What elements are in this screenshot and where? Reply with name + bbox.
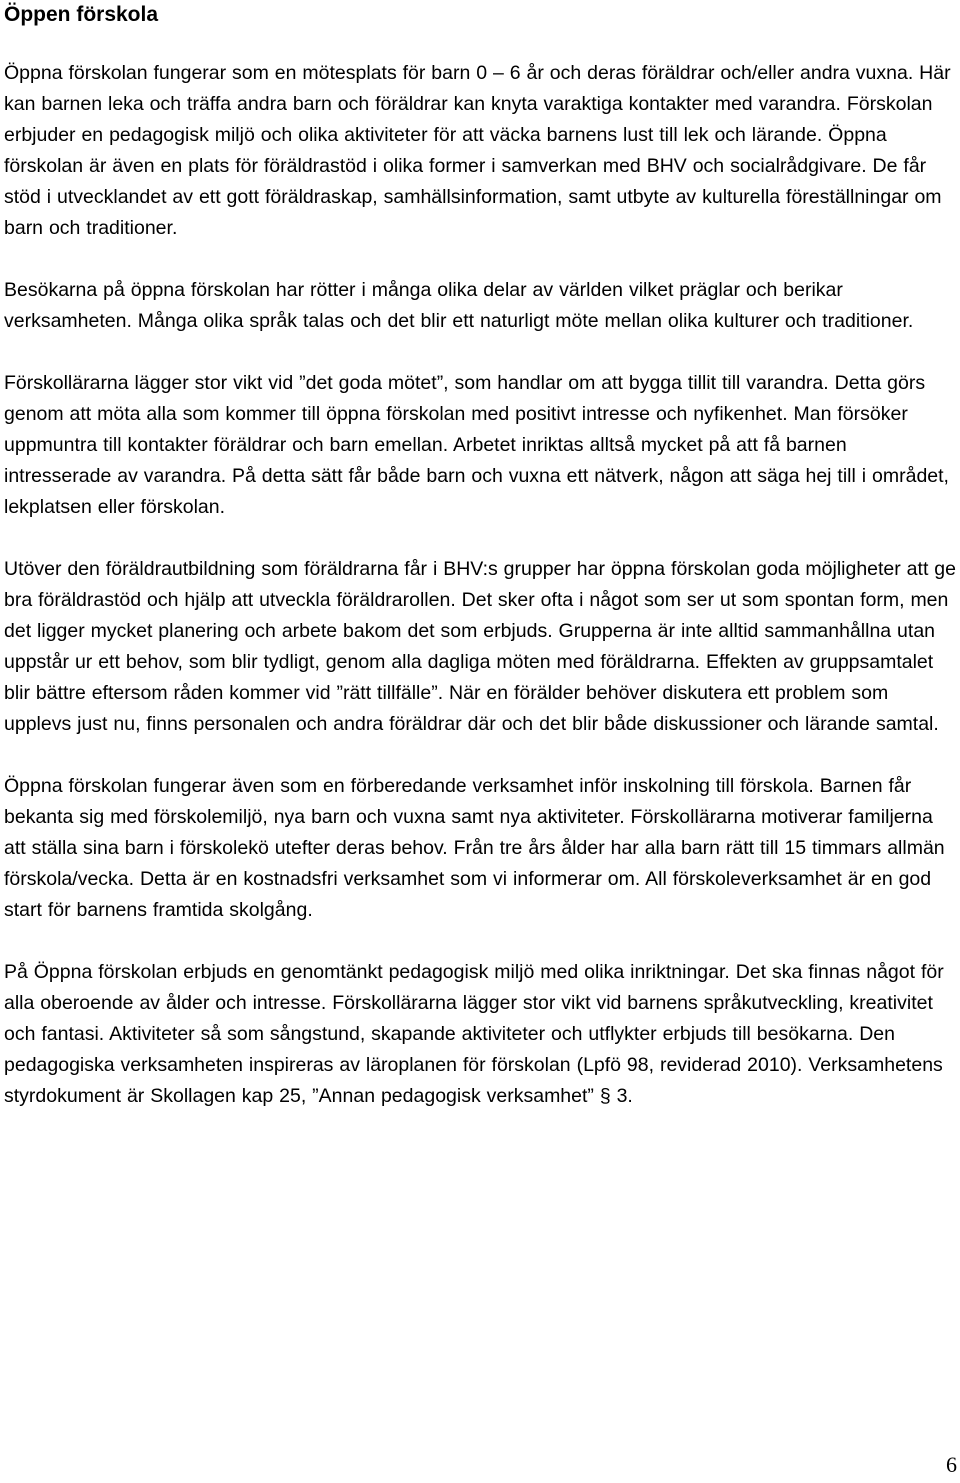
paragraph-parent-support: Utöver den föräldrautbildning som föräldrarna får i BHV:s grupper har öppna förskolan goda möjligheter att ge bra föräldrastöd och hjälp att utveckla föräldrarollen. Det sker ofta i något som ser ut som spontan form, men det ligger mycket planering och arbete bakom det som erbjuds. Grupperna är inte alltid sammanhållna utan uppstår ur ett behov, som blir tydligt, genom alla dagliga möten med föräldrarna. Effekten av gruppsamtalet blir bättre eftersom råden kommer vid ”rätt tillfälle”. När en förälder behöver diskutera ett problem som upplevs just nu, finns personalen och andra föräldrar där och det blir både diskussioner och lärande samtal.	[4, 558, 956, 735]
paragraph-visitors: Besökarna på öppna förskolan har rötter i många olika delar av världen vilket präglar och berikar verksamheten. Många olika språk talas och det blir ett naturligt möte mellan olika kulturer och traditioner.	[4, 279, 914, 332]
document-body	[4, 58, 956, 1143]
page-number: 6	[946, 1452, 957, 1477]
page-heading: Öppen förskola	[4, 3, 159, 26]
paragraph-preparation: Öppna förskolan fungerar även som en förberedande verksamhet inför inskolning till förskola. Barnen får bekanta sig med förskolemiljö, nya barn och vuxna samt nya aktiviteter. Förskollärarna motiverar familjerna att ställa sina barn i förskolekö utefter deras behov. Från tre års ålder har alla barn rätt till 15 timmars allmän förskola/vecka. Detta är en kostnadsfri verksamhet som vi informerar om. All förskoleverksamhet är en god start för barnens framtida skolgång.	[4, 775, 945, 921]
paragraph-good-meeting: Förskollärarna lägger stor vikt vid ”det goda mötet”, som handlar om att bygga tillit till varandra. Detta görs genom att möta alla som kommer till öppna förskolan med positivt intresse och nyfikenhet. Man försöker uppmuntra till kontakter föräldrar och barn emellan. Arbetet inriktas alltså mycket på att få barnen intresserade av varandra. På detta sätt får både barn och vuxna ett nätverk, någon att säga hej till i området, lekplatsen eller förskolan.	[4, 372, 949, 518]
paragraph-intro: Öppna förskolan fungerar som en mötesplats för barn 0 – 6 år och deras föräldrar och/eller andra vuxna. Här kan barnen leka och träffa andra barn och föräldrar kan knyta varaktiga kontakter med varandra. Förskolan erbjuder en pedagogisk miljö och olika aktiviteter för att väcka barnens lust till lek och lärande. Öppna förskolan är även en plats för föräldrastöd i olika former i samverkan med BHV och socialrådgivare. De får stöd i utvecklandet av ett gott föräldraskap, samhällsinformation, samt utbyte av kulturella föreställningar om barn och traditioner.	[4, 62, 951, 239]
paragraph-pedagogy: På Öppna förskolan erbjuds en genomtänkt pedagogisk miljö med olika inriktningar. Det ska finnas något för alla oberoende av ålder och intresse. Förskollärarna lägger stor vikt vid barnens språkutveckling, kreativitet och fantasi. Aktiviteter så som sångstund, skapande aktiviteter och utflykter erbjuds till besökarna. Den pedagogiska verksamheten inspireras av läroplanen för förskolan (Lpfö 98, reviderad 2010). Verksamhetens styrdokument är Skollagen kap 25, ”Annan pedagogisk verksamhet” § 3.	[4, 961, 944, 1107]
